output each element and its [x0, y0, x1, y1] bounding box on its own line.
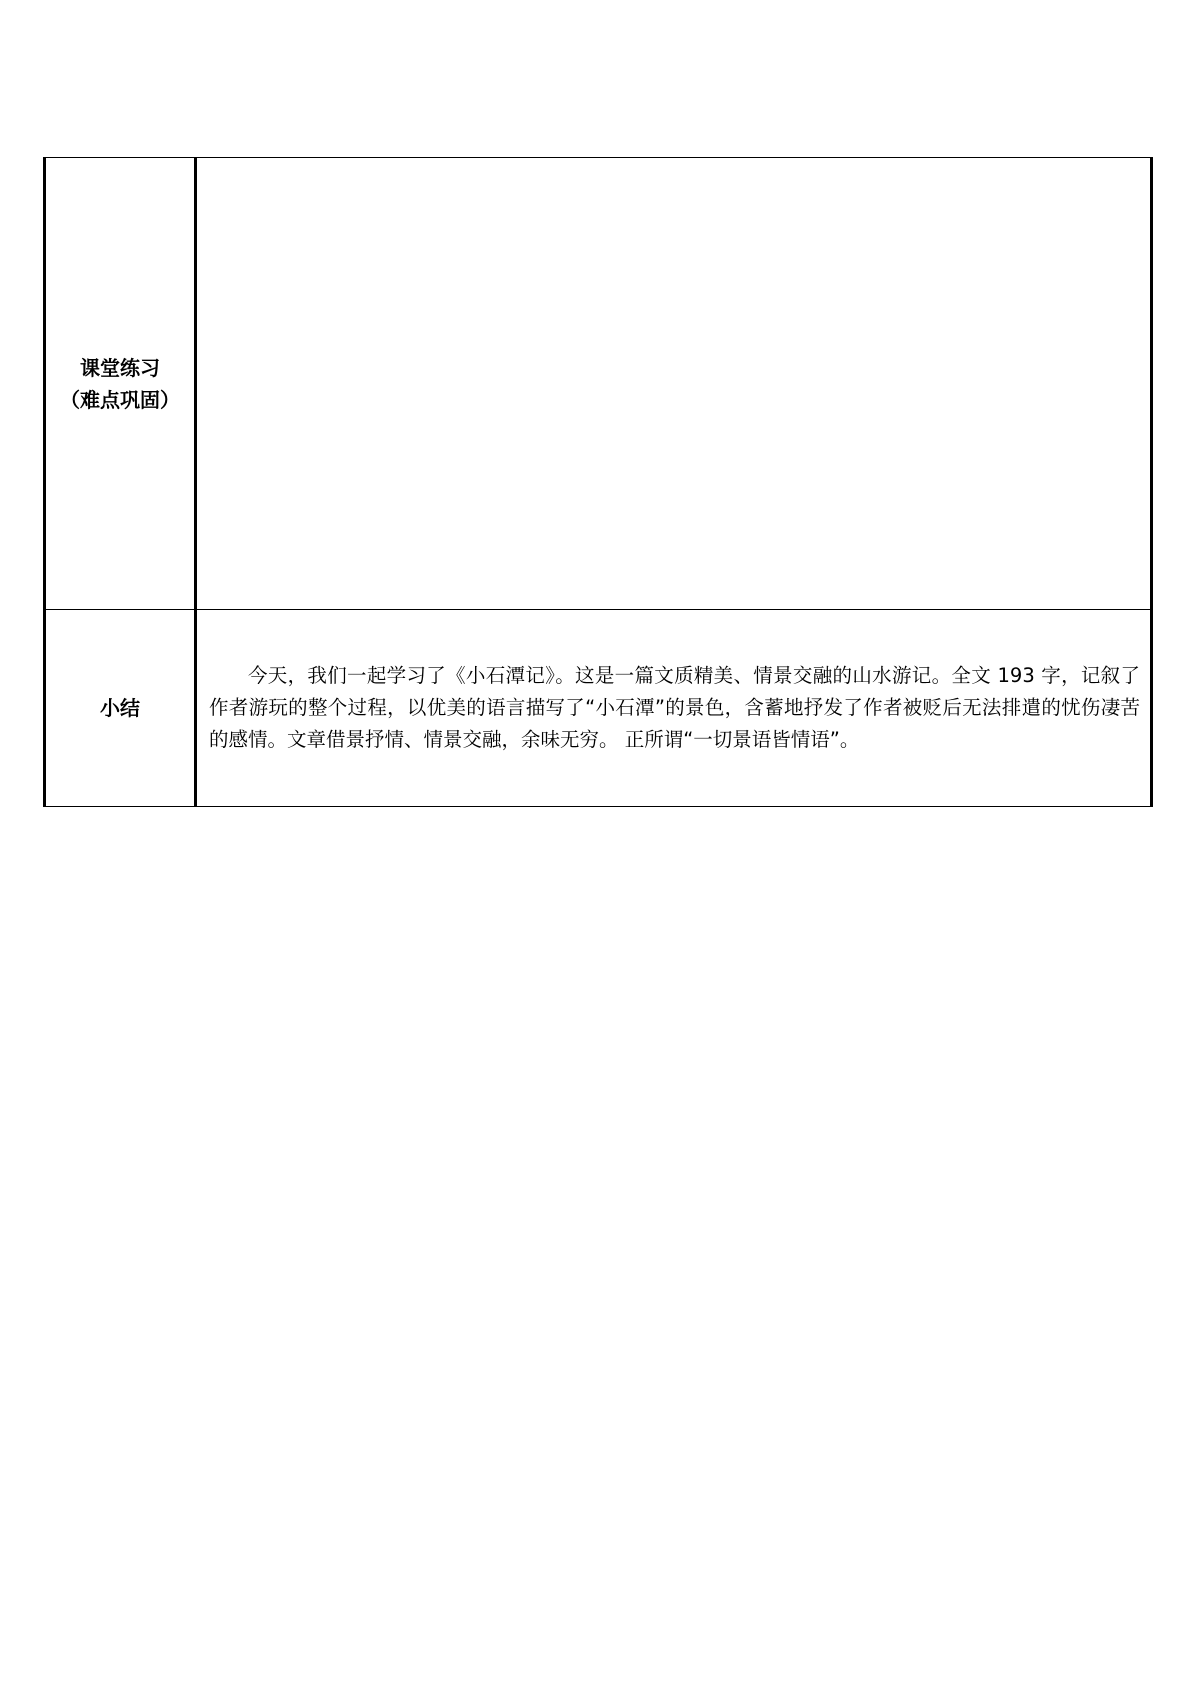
row-label-title: 小结: [100, 696, 140, 720]
row-label-title: 课堂练习: [80, 355, 160, 380]
summary-content-cell: [196, 610, 1152, 807]
practice-content-cell: [196, 158, 1152, 610]
row-label-cell: [45, 158, 196, 610]
summary-paragraph: 今天，我们一起学习了《小石潭记》。这是一篇文质精美、情景交融的山水游记。全文 193 字，记叙了作者游玩的整个过程，以优美的语言描写了“小石潭”的景色，含蓄地抒发了作者被贬后无法排遣的忧伤凄苦的感情。文章借景抒情、情景交融，余味无穷。 正所谓“一切景语皆情语”。: [209, 664, 1140, 751]
row-label-subtitle: （难点巩固）: [60, 387, 180, 412]
table-row-classroom-practice: [45, 158, 1152, 610]
table-row-summary: [45, 610, 1152, 807]
row-label-cell: [45, 610, 196, 807]
lesson-plan-table: [43, 157, 1153, 807]
